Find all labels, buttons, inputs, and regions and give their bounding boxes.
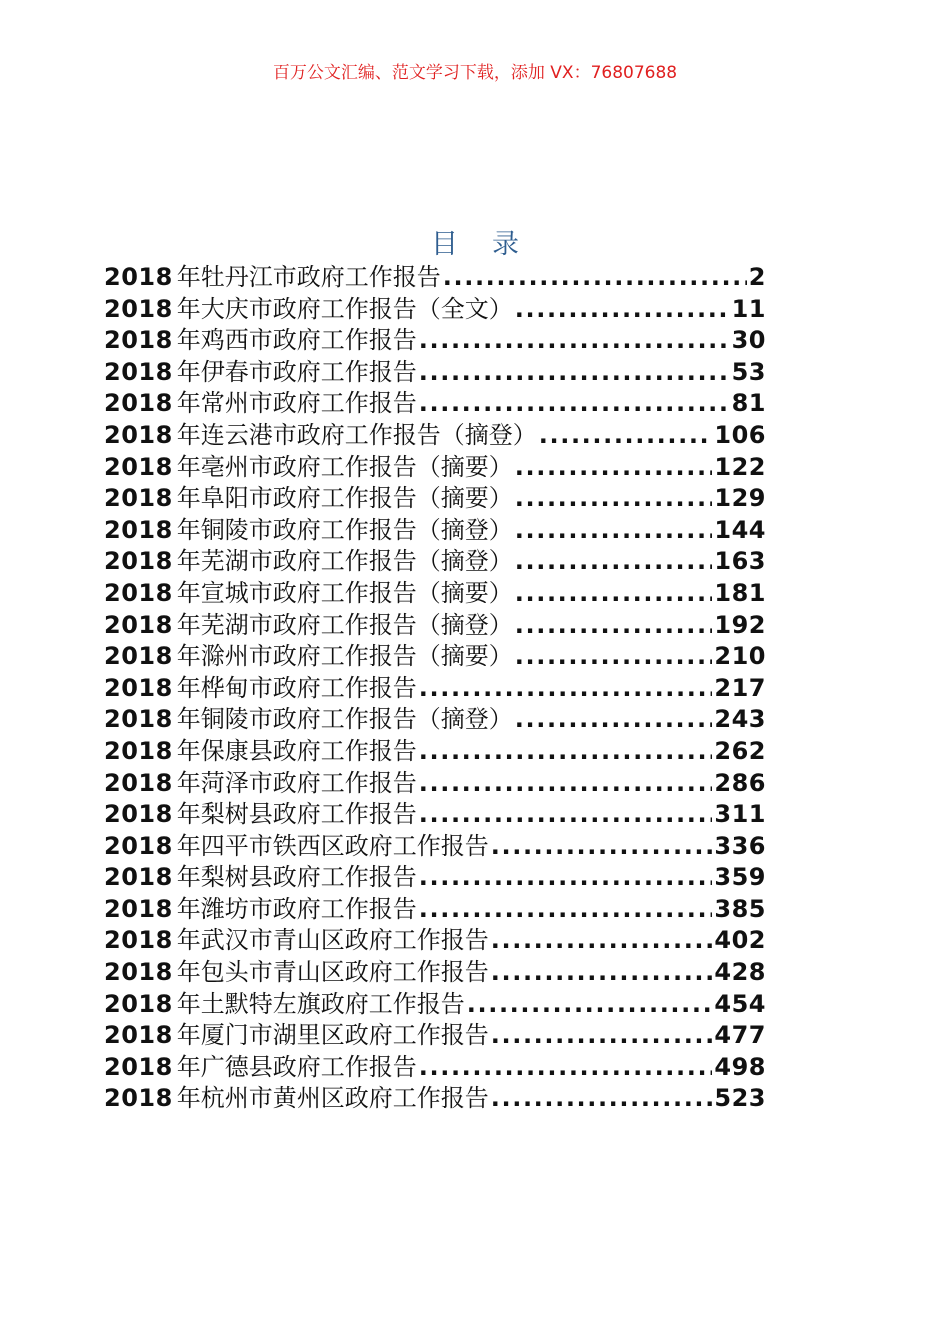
dot-leader [419, 737, 713, 763]
toc-entry[interactable] [104, 478, 766, 510]
toc-entry[interactable] [104, 320, 766, 352]
toc-entry[interactable] [104, 510, 766, 542]
toc-entry-page-number: 210 [714, 642, 766, 668]
dot-leader [491, 1084, 713, 1110]
toc-entry[interactable] [104, 257, 766, 289]
toc-entry-page-number: 523 [714, 1084, 766, 1111]
toc-entry-year: 2018 [104, 357, 173, 384]
toc-entry-title: 年滁州市政府工作报告（摘要） [176, 642, 513, 668]
toc-entry[interactable] [104, 383, 766, 415]
toc-entry-page-number: 359 [714, 863, 766, 889]
toc-entry[interactable] [104, 794, 766, 826]
dot-leader [419, 389, 730, 415]
toc-entry-title: 年鸡西市政府工作报告 [176, 326, 417, 352]
toc-entry[interactable] [104, 289, 766, 321]
toc-entry[interactable] [104, 636, 766, 668]
toc-entry[interactable] [104, 1047, 766, 1079]
toc-entry-page-number: 81 [731, 389, 766, 415]
toc-entry[interactable] [104, 826, 766, 858]
toc-entry[interactable] [104, 605, 766, 637]
toc-entry[interactable] [104, 1078, 766, 1110]
toc-entry-year: 2018 [104, 800, 173, 826]
toc-entry-year: 2018 [104, 610, 173, 637]
toc-entry-year: 2018 [104, 578, 173, 605]
dot-leader [515, 579, 713, 605]
toc-entry-year: 2018 [104, 1084, 173, 1111]
dot-leader [515, 295, 730, 321]
toc-entry[interactable] [104, 952, 766, 984]
toc-entry[interactable] [104, 857, 766, 889]
toc-entry-page-number: 311 [714, 800, 766, 826]
toc-entry-page-number: 144 [714, 515, 766, 542]
toc-entry-title: 年厦门市湖里区政府工作报告 [176, 1021, 489, 1047]
toc-entry-year: 2018 [104, 642, 173, 668]
dot-leader [443, 263, 747, 289]
toc-entry-year: 2018 [104, 831, 173, 858]
toc-entry-page-number: 11 [731, 294, 766, 321]
toc-entry-year: 2018 [104, 768, 173, 795]
toc-entry-page-number: 217 [714, 673, 766, 700]
toc-entry-page-number: 336 [714, 831, 766, 858]
toc-entry-title: 年亳州市政府工作报告（摘要） [176, 452, 513, 479]
dot-leader [419, 800, 713, 826]
toc-entry-page-number: 192 [714, 610, 766, 637]
toc-entry[interactable] [104, 447, 766, 479]
toc-title-part2: 录 [492, 229, 519, 260]
toc-entry[interactable] [104, 415, 766, 447]
dot-leader [515, 547, 713, 573]
dot-leader [539, 421, 713, 447]
dot-leader [419, 1053, 713, 1079]
toc-entry-title: 年包头市青山区政府工作报告 [176, 958, 489, 984]
dot-leader [491, 958, 713, 984]
toc-entry-title: 年保康县政府工作报告 [176, 736, 417, 763]
toc-entry-year: 2018 [104, 926, 173, 953]
toc-entry[interactable] [104, 699, 766, 731]
dot-leader [419, 358, 730, 384]
toc-entry-title: 年阜阳市政府工作报告（摘要） [176, 484, 513, 510]
toc-entry-year: 2018 [104, 958, 173, 984]
toc-entry-year: 2018 [104, 1052, 173, 1079]
toc-title-part1: 目 [431, 229, 458, 260]
toc-entry-title: 年牡丹江市政府工作报告 [176, 263, 441, 289]
toc-entry-year: 2018 [104, 326, 173, 352]
toc-entry-title: 年四平市铁西区政府工作报告 [176, 831, 489, 858]
toc-entry-title: 年杭州市黄州区政府工作报告 [176, 1084, 489, 1111]
dot-leader [515, 453, 713, 479]
toc-entry-year: 2018 [104, 547, 173, 573]
toc-entry-title: 年土默特左旗政府工作报告 [176, 989, 465, 1016]
toc-entry-year: 2018 [104, 705, 173, 731]
watermark-header: 百万公文汇编、范文学习下载，添加 VX：76807688 [272, 63, 678, 83]
toc-entry-page-number: 129 [714, 484, 766, 510]
toc-entry[interactable] [104, 352, 766, 384]
toc-entry-year: 2018 [104, 389, 173, 415]
toc-entry-page-number: 53 [731, 357, 766, 384]
toc-entry-title: 年铜陵市政府工作报告（摘登） [176, 705, 513, 731]
dot-leader [515, 705, 713, 731]
toc-entry-title: 年芜湖市政府工作报告（摘登） [176, 610, 513, 637]
toc-entry-page-number: 163 [714, 547, 766, 573]
dot-leader [515, 516, 713, 542]
toc-entry-page-number: 243 [714, 705, 766, 731]
toc-entry[interactable] [104, 984, 766, 1016]
toc-entry-year: 2018 [104, 1021, 173, 1047]
toc-entry-title: 年梨树县政府工作报告 [176, 800, 417, 826]
toc-entry-year: 2018 [104, 294, 173, 321]
toc-entry-year: 2018 [104, 420, 173, 447]
toc-entry-title: 年铜陵市政府工作报告（摘登） [176, 515, 513, 542]
dot-leader [491, 832, 713, 858]
toc-title [0, 222, 950, 261]
toc-entry-year: 2018 [104, 863, 173, 889]
dot-leader [467, 990, 713, 1016]
toc-entry[interactable] [104, 763, 766, 795]
dot-leader [419, 326, 730, 352]
dot-leader [419, 769, 713, 795]
toc-entry-year: 2018 [104, 673, 173, 700]
toc-entry[interactable] [104, 889, 766, 921]
toc-entry-page-number: 454 [714, 989, 766, 1016]
toc-entry-page-number: 286 [714, 768, 766, 795]
toc-entry-title: 年芜湖市政府工作报告（摘登） [176, 547, 513, 573]
toc-entry-page-number: 385 [714, 894, 766, 921]
toc-entry-title: 年武汉市青山区政府工作报告 [176, 926, 489, 953]
toc-entry-title: 年连云港市政府工作报告（摘登） [176, 420, 537, 447]
toc-entry-page-number: 262 [714, 736, 766, 763]
toc-entry[interactable] [104, 920, 766, 952]
toc-entry-page-number: 122 [714, 452, 766, 479]
dot-leader [419, 895, 713, 921]
toc-entry-title: 年菏泽市政府工作报告 [176, 768, 417, 795]
toc-entry-title: 年潍坊市政府工作报告 [176, 894, 417, 921]
toc-entry-page-number: 181 [714, 578, 766, 605]
toc-entry-title: 年常州市政府工作报告 [176, 389, 417, 415]
toc-entry-title: 年大庆市政府工作报告（全文） [176, 294, 513, 321]
toc-entry-page-number: 477 [714, 1021, 766, 1047]
toc-entry-title: 年伊春市政府工作报告 [176, 357, 417, 384]
toc-entry-year: 2018 [104, 452, 173, 479]
toc-entry-page-number: 106 [714, 420, 766, 447]
dot-leader [419, 863, 713, 889]
toc-entry-year: 2018 [104, 515, 173, 542]
toc-entry-title: 年宣城市政府工作报告（摘要） [176, 578, 513, 605]
toc-entry-page-number: 428 [714, 958, 766, 984]
toc-entry-year: 2018 [104, 894, 173, 921]
toc-entry-year: 2018 [104, 736, 173, 763]
toc-entry-year: 2018 [104, 989, 173, 1016]
dot-leader [491, 926, 713, 952]
toc-entry[interactable] [104, 573, 766, 605]
toc-entry[interactable] [104, 1015, 766, 1047]
toc-entry-year: 2018 [104, 484, 173, 510]
toc-entry-page-number: 498 [714, 1052, 766, 1079]
toc-entry-title: 年桦甸市政府工作报告 [176, 673, 417, 700]
dot-leader [515, 642, 713, 668]
dot-leader [515, 484, 713, 510]
toc-entry-page-number: 30 [731, 326, 766, 352]
toc-entry-title: 年梨树县政府工作报告 [176, 863, 417, 889]
dot-leader [419, 674, 713, 700]
dot-leader [491, 1021, 713, 1047]
toc-entry-page-number: 2 [748, 263, 766, 289]
table-of-contents [104, 257, 766, 1110]
toc-entry-year: 2018 [104, 263, 173, 289]
toc-entry-page-number: 402 [714, 926, 766, 953]
toc-entry[interactable] [104, 541, 766, 573]
toc-entry-title: 年广德县政府工作报告 [176, 1052, 417, 1079]
toc-entry[interactable] [104, 731, 766, 763]
dot-leader [515, 611, 713, 637]
toc-entry[interactable] [104, 668, 766, 700]
